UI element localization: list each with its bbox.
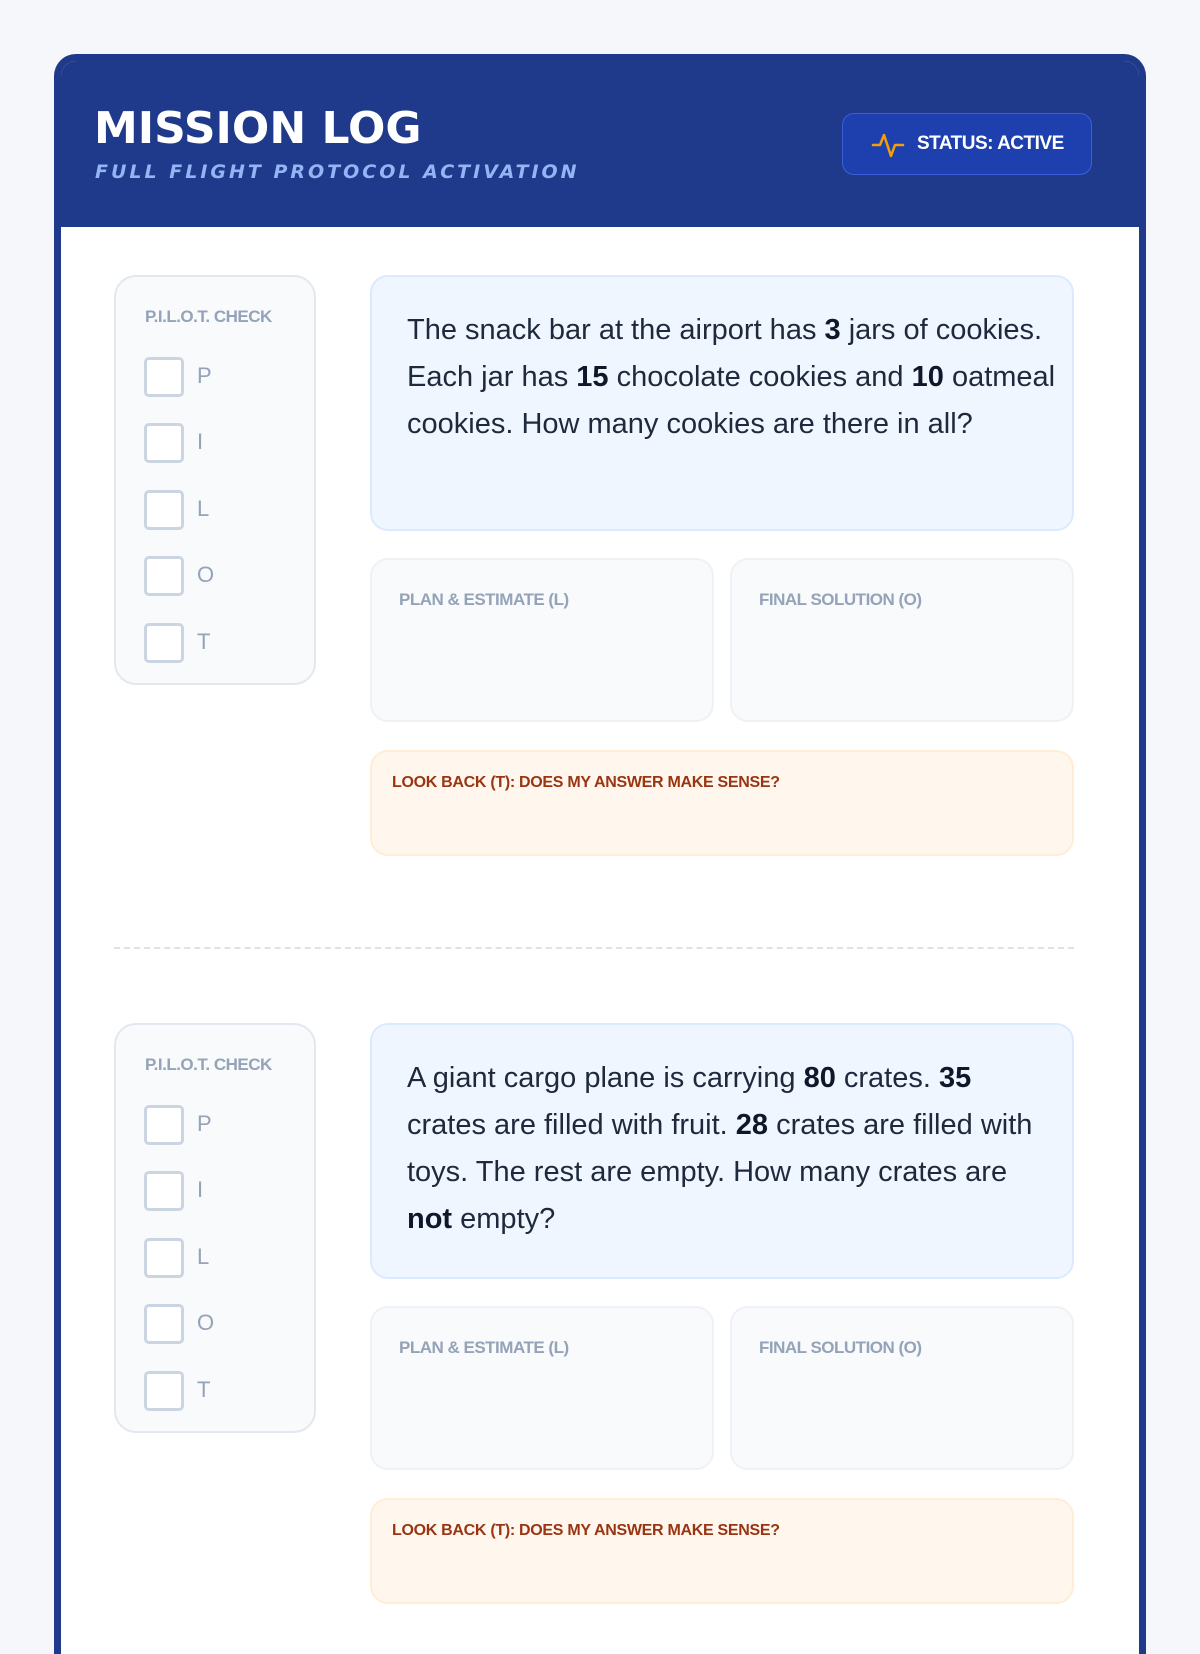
checkbox-p[interactable] [144, 1105, 184, 1145]
problem-text-segment: The snack bar at the airport has [407, 314, 825, 346]
pilot-check-o[interactable] [144, 1304, 284, 1344]
look-back-box[interactable] [370, 1498, 1074, 1604]
section-divider [114, 947, 1074, 949]
pilot-check-p[interactable] [144, 357, 284, 397]
pilot-letter-i: I [197, 1177, 204, 1202]
pilot-check-t[interactable] [144, 1371, 284, 1411]
pilot-check-t[interactable] [144, 623, 284, 663]
pilot-letter-t: T [197, 1377, 211, 1402]
word-problem-text [407, 307, 1057, 448]
problem-number: 15 [576, 361, 609, 393]
problem-number: 35 [938, 1062, 972, 1094]
status-label: STATUS: ACTIVE [917, 133, 1064, 154]
plan-estimate-label: PLAN & ESTIMATE (L) [399, 1338, 569, 1357]
problem-text-segment: jars of cookies. Each jar has [407, 314, 1043, 393]
pilot-check-l[interactable] [144, 1238, 284, 1278]
problem-text-segment: oatmeal cookies. How many cookies are there in all? [407, 361, 1056, 440]
checkbox-l[interactable] [144, 490, 184, 530]
problem-number: 3 [824, 314, 841, 346]
checkbox-t[interactable] [144, 623, 184, 663]
problem-text-segment: A giant cargo plane is carrying [407, 1062, 804, 1094]
status-badge [842, 113, 1092, 175]
activity-pulse-icon [871, 128, 905, 162]
problem-text-segment: crates are filled with toys. The rest are empty. How many crates are [407, 1109, 1033, 1188]
problem-text-segment: crates. [835, 1062, 939, 1094]
plan-estimate-label: PLAN & ESTIMATE (L) [399, 590, 569, 609]
pilot-check-i[interactable] [144, 1171, 284, 1211]
plan-estimate-box[interactable] [370, 1306, 714, 1470]
problem-text-segment: chocolate cookies and [608, 361, 912, 393]
problem-number: not [407, 1203, 453, 1235]
checkbox-o[interactable] [144, 1304, 184, 1344]
mission-log-header [61, 61, 1139, 227]
pilot-letter-p: P [197, 363, 212, 388]
checkbox-l[interactable] [144, 1238, 184, 1278]
mission-log-card [54, 54, 1146, 1654]
pilot-check-p[interactable] [144, 1105, 284, 1145]
checkbox-t[interactable] [144, 1371, 184, 1411]
pilot-checklist-title: P.I.L.O.T. CHECK [145, 1055, 272, 1074]
pilot-letter-l: L [197, 1244, 210, 1269]
checkbox-p[interactable] [144, 357, 184, 397]
look-back-label: LOOK BACK (T): DOES MY ANSWER MAKE SENSE? [392, 774, 780, 791]
pilot-letter-o: O [197, 1310, 215, 1335]
problem-section-2 [61, 1023, 1139, 1623]
word-problem-card [370, 1023, 1074, 1279]
problem-text-segment: crates are filled with fruit. [407, 1109, 736, 1141]
problem-number: 10 [911, 361, 944, 393]
checkbox-o[interactable] [144, 556, 184, 596]
pilot-letter-t: T [197, 629, 211, 654]
page-title: MISSION LOG [94, 103, 422, 154]
pilot-letter-l: L [197, 496, 210, 521]
pilot-letter-o: O [197, 562, 215, 587]
final-solution-box[interactable] [730, 1306, 1074, 1470]
checkbox-i[interactable] [144, 423, 184, 463]
problem-number: 28 [735, 1109, 769, 1141]
final-solution-label: FINAL SOLUTION (O) [759, 590, 922, 609]
page-subtitle: FULL FLIGHT PROTOCOL ACTIVATION [95, 161, 580, 183]
pilot-check-o[interactable] [144, 556, 284, 596]
final-solution-label: FINAL SOLUTION (O) [759, 1338, 922, 1357]
pilot-check-l[interactable] [144, 490, 284, 530]
checkbox-i[interactable] [144, 1171, 184, 1211]
pilot-checklist [114, 1023, 316, 1433]
look-back-box[interactable] [370, 750, 1074, 856]
pilot-letter-p: P [197, 1111, 212, 1136]
problem-text-segment: empty? [452, 1203, 556, 1235]
problem-section-1 [61, 275, 1139, 875]
look-back-label: LOOK BACK (T): DOES MY ANSWER MAKE SENSE? [392, 1522, 780, 1539]
pilot-letter-i: I [197, 429, 204, 454]
final-solution-box[interactable] [730, 558, 1074, 722]
pilot-check-i[interactable] [144, 423, 284, 463]
plan-estimate-box[interactable] [370, 558, 714, 722]
pilot-checklist-title: P.I.L.O.T. CHECK [145, 307, 272, 326]
word-problem-text [407, 1055, 1057, 1243]
problem-number: 80 [803, 1062, 836, 1094]
word-problem-card [370, 275, 1074, 531]
pilot-checklist [114, 275, 316, 685]
